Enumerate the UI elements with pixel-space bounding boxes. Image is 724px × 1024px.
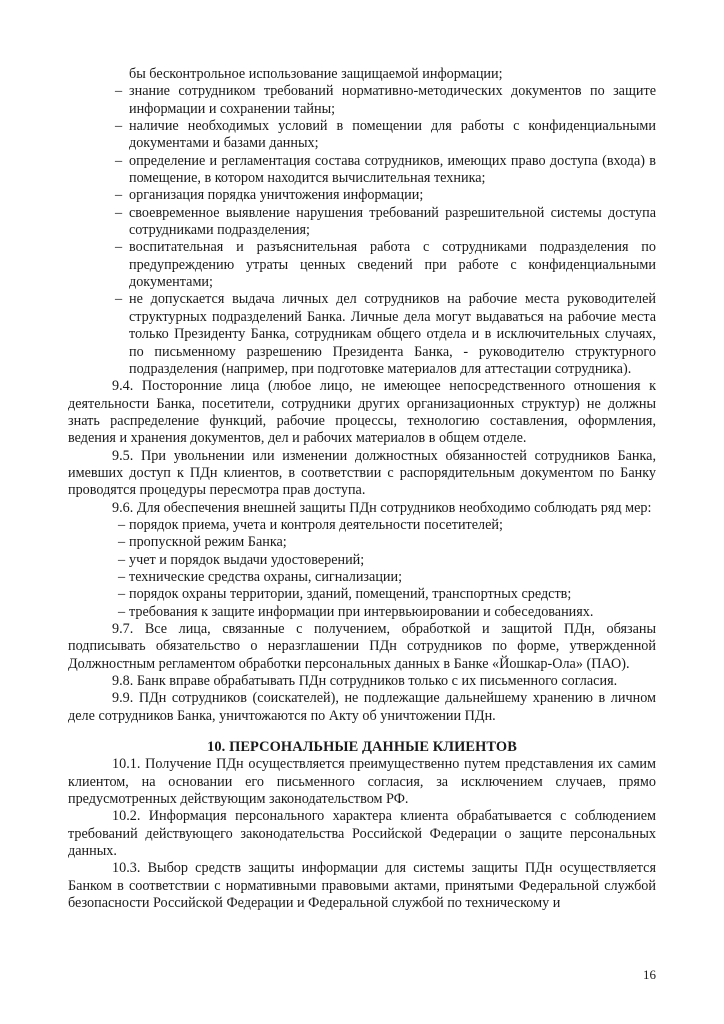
list-item-text: бы бесконтрольное использование защищаемой информации; [129,66,503,82]
paragraph-9-6: 9.6. Для обеспечения внешней защиты ПДн сотрудников необходимо соблюдать ряд мер: [112,499,652,516]
dash-bullet-icon: – [115,152,123,169]
dash-bullet-icon: – [118,603,126,620]
section-heading: 10. ПЕРСОНАЛЬНЫЕ ДАННЫЕ КЛИЕНТОВ [207,739,517,756]
list-item [68,239,656,291]
dash-bullet-icon: – [115,118,123,135]
list-item [68,205,656,240]
list-item-continuation [68,66,656,83]
list-item-text: учет и порядок выдачи удостоверений; [129,551,365,568]
dash-bullet-icon: – [118,586,126,603]
paragraph-10-1: 10.1. Получение ПДн осуществляется преимущественно путем представления их самим клиентом, на основании его письменного согласия, за исключением случаев, прямо предусмотренных действующим законодательством РФ. [68,756,656,808]
paragraph-10-3: 10.3. Выбор средств защиты информации для системы защиты ПДн осуществляется Банком в соответствии с нормативными правовыми актами, принятыми Федеральной службой безопасности Российской Федерации и Федеральной службой по техническому и [68,860,656,912]
dash-bullet-icon: – [118,551,126,568]
dash-bullet-icon: – [118,516,126,533]
paragraph-9-4: 9.4. Посторонние лица (любое лицо, не имеющее непосредственного отношения к деятельности Банка, посетители, сотрудники других организационных структур) не должны знать распределение функций, рабочие процессы, технологию составления, оформления, ведения и хранения документов, дел и рабочих материалов в общем отделе. [68,378,656,447]
list-item-text: пропускной режим Банка; [129,534,287,551]
paragraph-10-2: 10.2. Информация персонального характера клиента обрабатывается с соблюдением требований действующего законодательства Российской Федерации о защите персональных данных. [68,808,656,860]
list-item-text: порядок приема, учета и контроля деятельности посетителей; [129,516,503,533]
measures-list-item [68,604,656,621]
list-item [68,153,656,188]
paragraph-9-8: 9.8. Банк вправе обрабатывать ПДн сотрудников только с их письменного согласия. [112,673,618,690]
document-page [68,66,656,913]
list-item-text: определение и регламентация состава сотрудников, имеющих право доступа (входа) в помещение, в котором находится вычислительная техника; [129,152,656,187]
measures-list-item [68,569,656,586]
dash-bullet-icon: – [118,568,126,585]
measures-list-item [68,552,656,569]
list-item-text: требования к защите информации при интервьюировании и собеседованиях. [129,603,594,620]
paragraph-9-5: 9.5. При увольнении или изменении должностных обязанностей сотрудников Банка, имевших доступ к ПДн клиентов, в соответствии с распорядительным документом по Банку проводятся процедуры пересмотра прав доступа. [68,447,656,499]
page-number: 16 [643,967,656,982]
list-item [68,291,656,378]
list-item-text: знание сотрудником требований нормативно-методических документов по защите информации и сохранении тайны; [129,83,656,117]
dash-bullet-icon: – [115,239,123,256]
dash-bullet-icon: – [115,204,123,221]
list-item-text: не допускается выдача личных дел сотрудников на рабочие места руководителей структурных подразделений Банка. Личные дела могут выдаваться на рабочие места только Президенту Банка, сотрудникам общего отдела и в исключительных случаях, по письменному разрешению Президента Банка, - руководителю структурного подразделения (например, при подготовке материалов для аттестации сотрудника). [129,291,656,377]
measures-list-item [68,534,656,551]
list-item-text: организация порядка уничтожения информации; [129,187,424,204]
list-item-text: воспитательная и разъяснительная работа с сотрудниками подразделения по предупреждению утраты ценных сведений при работе с конфиденциальными документами; [129,239,656,291]
list-item-text: своевременное выявление нарушения требований разрешительной системы доступа сотрудниками подразделения; [129,204,656,239]
dash-bullet-icon: – [118,534,126,551]
paragraph-9-7: 9.7. Все лица, связанные с получением, обработкой и защитой ПДн, обязаны подписывать обязательство о неразглашении ПДн сотрудников по форме, утвержденной Должностным регламентом обработки персональных данных в Банке «Йошкар-Ола» (ПАО). [68,621,656,672]
list-item-text: наличие необходимых условий в помещении для работы с конфиденциальными документами и базами данных; [129,118,656,152]
measures-list-item [68,586,656,603]
list-item-text: порядок охраны территории, зданий, помещений, транспортных средств; [129,586,572,603]
measures-list-item [68,517,656,534]
paragraph-9-9: 9.9. ПДн сотрудников (соискателей), не подлежащие дальнейшему хранению в личном деле сотрудников Банка, уничтожаются по Акту об уничтожении ПДн. [68,690,656,724]
list-item-text: технические средства охраны, сигнализации; [129,568,403,585]
list-item [68,83,656,118]
dash-bullet-icon: – [115,187,123,204]
dash-bullet-icon: – [115,83,123,100]
list-item [68,187,656,204]
dash-bullet-icon: – [115,291,123,308]
list-item [68,118,656,153]
